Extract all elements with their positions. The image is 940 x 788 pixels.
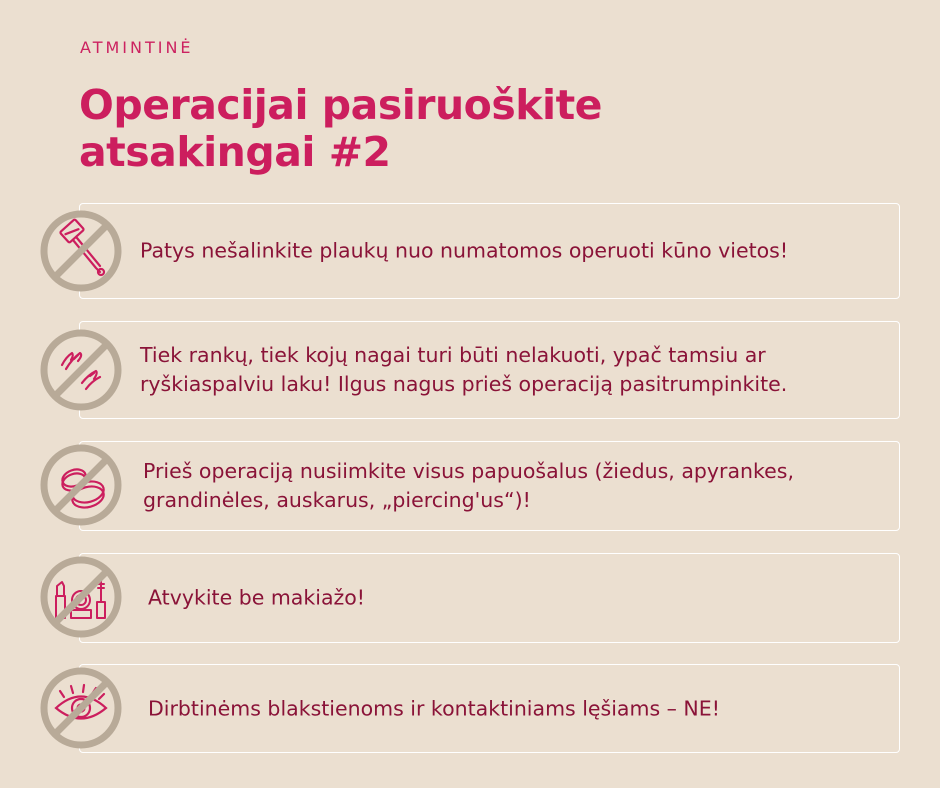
nails-icon	[40, 329, 122, 411]
rule-card-nails	[79, 321, 900, 419]
rule-card-lashes-lenses	[79, 664, 900, 753]
jewelry-icon	[40, 444, 122, 526]
page-title	[79, 82, 602, 176]
card-text	[140, 237, 879, 266]
card-text-line-2: grandinėles, auskarus, „piercing'us“)!	[143, 488, 531, 512]
razor-icon	[40, 210, 122, 292]
card-text	[140, 341, 879, 399]
kicker-label: ATMINTINĖ	[80, 38, 194, 57]
card-text-line-1: Patys nešalinkite plaukų nuo numatomos operuoti kūno vietos!	[140, 238, 789, 263]
card-text-line-1: Dirbtinėms blakstienoms ir kontaktiniams lęšiams – NE!	[148, 696, 720, 720]
title-line-1: Operacijai pasiruoškite	[79, 81, 602, 129]
card-text	[148, 694, 879, 723]
card-text-line-2: ryškiaspalviu laku! Ilgus nagus prieš operaciją pasitrumpinkite.	[140, 372, 788, 396]
eye-icon	[40, 667, 122, 749]
card-text-line-1: Tiek rankų, tiek kojų nagai turi būti nelakuoti, ypač tamsiu ar	[140, 343, 766, 367]
rule-card-hair-removal	[79, 203, 900, 299]
card-text-line-1: Atvykite be makiažo!	[148, 585, 366, 610]
rule-card-makeup	[79, 553, 900, 643]
card-text	[148, 584, 879, 613]
makeup-icon	[40, 556, 122, 638]
card-text-line-1: Prieš operaciją nusiimkite visus papuošalus (žiedus, apyrankes,	[143, 459, 794, 483]
title-line-2: atsakingai #2	[79, 128, 391, 176]
rule-card-jewelry	[79, 441, 900, 531]
card-text	[143, 457, 879, 515]
